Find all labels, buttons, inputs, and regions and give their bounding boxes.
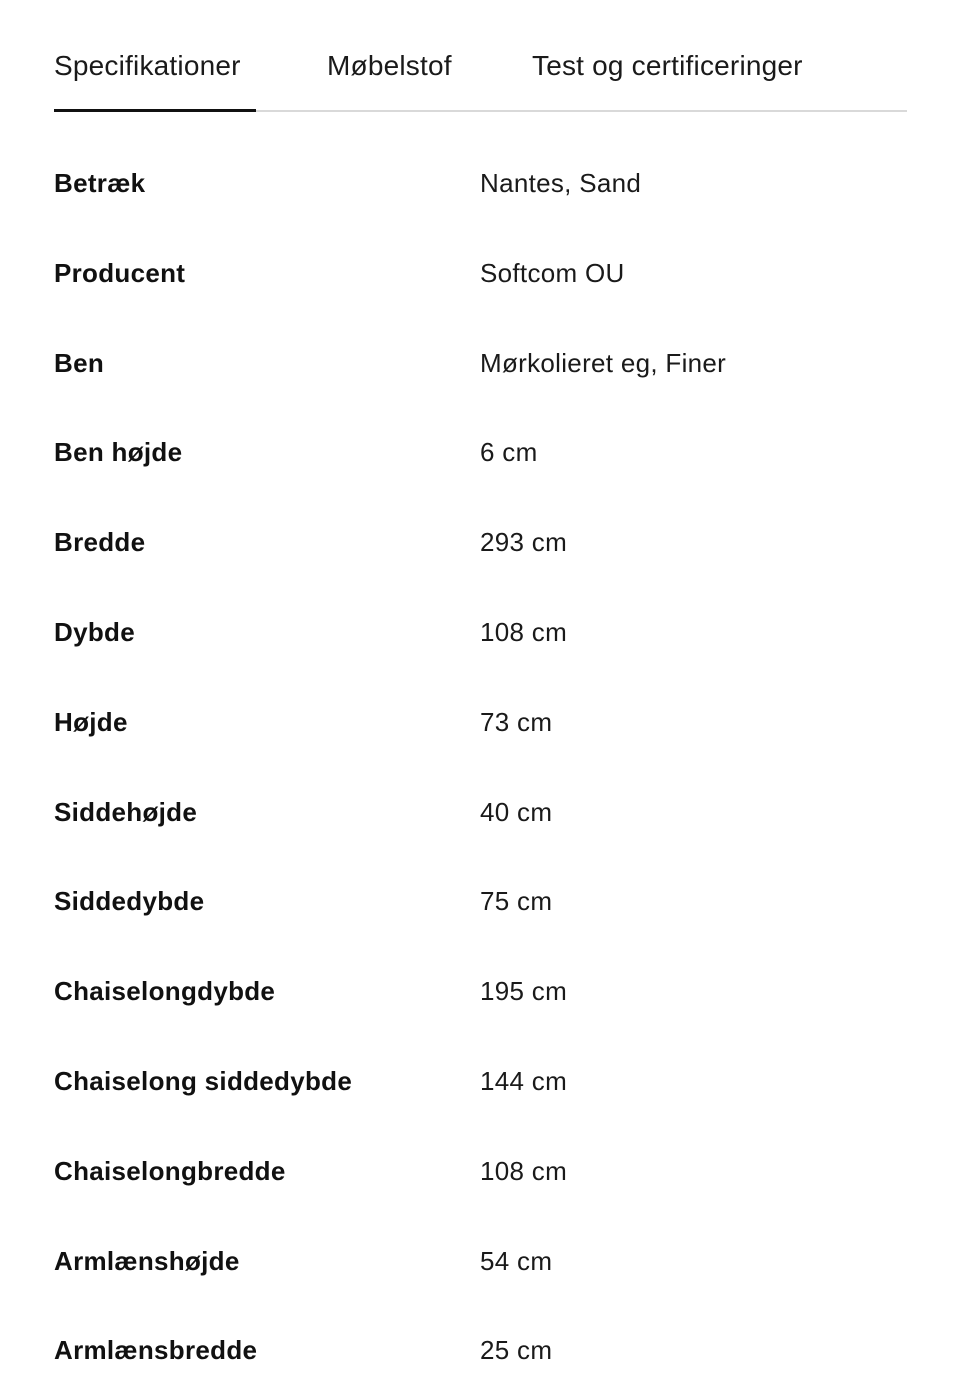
spec-value: 293 cm: [480, 527, 568, 558]
spec-value: 75 cm: [480, 886, 553, 917]
spec-row: [54, 767, 907, 857]
spec-row: [54, 1126, 907, 1216]
spec-row: [54, 1305, 907, 1395]
spec-value: Mørkolieret eg, Finer: [480, 347, 727, 378]
spec-row: [54, 1036, 907, 1126]
tab-specifikationer[interactable]: Specifikationer: [54, 50, 241, 81]
spec-value: 54 cm: [480, 1245, 553, 1276]
spec-value: 6 cm: [480, 437, 538, 468]
spec-row: [54, 946, 907, 1036]
spec-value: Softcom OU: [480, 257, 625, 288]
spec-label: Ben højde: [54, 437, 183, 468]
tab-test-og-certificeringer[interactable]: Test og certificeringer: [532, 50, 803, 81]
spec-row: [54, 407, 907, 497]
spec-label: Chaiselongdybde: [54, 976, 276, 1007]
spec-row: [54, 138, 907, 228]
spec-row: [54, 228, 907, 318]
spec-label: Armlænsbredde: [54, 1335, 258, 1366]
spec-value: 73 cm: [480, 706, 553, 737]
spec-row: [54, 677, 907, 767]
spec-value: Nantes, Sand: [480, 168, 642, 198]
spec-label: Siddedybde: [54, 886, 205, 917]
spec-row: [54, 318, 907, 408]
spec-row: [54, 497, 907, 587]
spec-row: [54, 856, 907, 946]
spec-label: Højde: [54, 706, 128, 737]
spec-label: Chaiselong siddedybde: [54, 1065, 353, 1096]
spec-label: Betræk: [54, 168, 146, 198]
spec-row: [54, 1216, 907, 1306]
spec-value: 40 cm: [480, 796, 553, 827]
specifications-list: [54, 138, 907, 1395]
spec-value: 195 cm: [480, 976, 568, 1007]
spec-label: Chaiselongbredde: [54, 1155, 286, 1186]
spec-value: 25 cm: [480, 1335, 553, 1366]
spec-value: 108 cm: [480, 616, 568, 647]
spec-label: Armlænshøjde: [54, 1245, 240, 1276]
spec-label: Siddehøjde: [54, 796, 198, 827]
spec-label: Bredde: [54, 527, 146, 558]
spec-label: Ben: [54, 347, 105, 378]
tab-mobelstof[interactable]: Møbelstof: [327, 50, 452, 81]
active-tab-indicator: [54, 109, 256, 112]
spec-label: Producent: [54, 257, 186, 288]
spec-label: Dybde: [54, 616, 135, 647]
spec-value: 144 cm: [480, 1065, 568, 1096]
spec-value: 108 cm: [480, 1155, 568, 1186]
tab-bar: [54, 0, 907, 112]
spec-row: [54, 587, 907, 677]
